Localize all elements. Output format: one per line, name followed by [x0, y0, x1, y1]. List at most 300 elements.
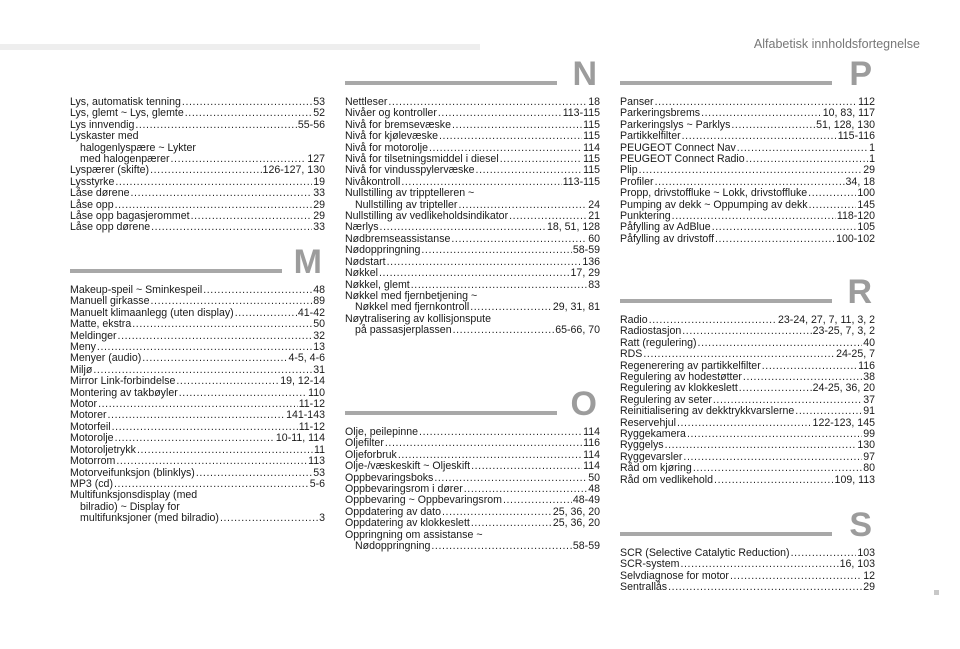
section-rule: [620, 532, 832, 536]
section-m: [70, 243, 325, 525]
section-header-r: [620, 273, 875, 311]
entry-term: Selvdiagnose for motor: [620, 569, 729, 582]
entry-term: Påfylling av AdBlue: [620, 221, 711, 234]
dot-leader: [220, 513, 318, 524]
entry-term: Plip: [620, 164, 638, 177]
entry-term: Reinitialisering av dekktrykkvarslerne: [620, 405, 795, 418]
dot-leader: [737, 143, 868, 154]
dot-leader: [142, 353, 287, 364]
dot-leader: [746, 154, 868, 165]
entries-l: [70, 97, 325, 234]
entry-pages: 58-59: [572, 244, 600, 257]
entry-pages: 114: [583, 141, 600, 154]
index-entry: [620, 406, 875, 417]
entry-pages: 115-116: [837, 130, 875, 143]
entry-pages: 1: [869, 153, 875, 166]
dot-leader: [762, 361, 857, 372]
entry-pages: 136: [582, 255, 600, 268]
entry-pages: 40: [863, 336, 875, 349]
entry-term: Panser: [620, 96, 654, 108]
index-entry: [345, 461, 600, 472]
entry-pages: 114: [583, 460, 600, 473]
entry-pages: 12: [863, 569, 875, 582]
entry-term: Meny: [70, 341, 96, 354]
index-entry: [620, 131, 875, 142]
entry-term: Nærlys: [345, 221, 379, 234]
entry-term: Oppdatering av klokkeslett: [345, 517, 470, 530]
section-rule: [620, 299, 832, 303]
entry-pages: 52: [313, 107, 325, 120]
entry-pages: 38: [863, 371, 875, 384]
index-entry-line: Nullstilling av tripptelleren ~: [345, 187, 475, 200]
entries-m: [70, 285, 325, 525]
entry-term: Råd om kjøring: [620, 462, 692, 475]
entry-term: Råd om vedlikehold: [620, 473, 714, 486]
index-entry: [70, 319, 325, 330]
section-n: [345, 55, 600, 337]
dot-leader: [439, 131, 582, 142]
dot-leader: [421, 245, 572, 256]
entry-pages: 13: [313, 341, 325, 354]
entry-term: Påfylling av drivstoff: [620, 232, 715, 245]
entry-term: RDS: [620, 348, 643, 361]
dot-leader: [185, 108, 312, 119]
entry-pages: 97: [863, 450, 875, 463]
entry-pages: 48-49: [572, 494, 600, 507]
entry-term: Radiostasjon: [620, 325, 682, 338]
entry-pages: 10-11, 114: [275, 432, 325, 445]
dot-leader: [693, 463, 862, 474]
entry-pages: 4-5, 4-6: [288, 352, 325, 365]
entry-pages: 116: [858, 359, 875, 372]
entry-term: på passasjerplassen: [355, 324, 452, 337]
dot-leader: [112, 422, 298, 433]
entry-term: med halogenpærer: [80, 153, 170, 166]
section-rule: [70, 269, 282, 273]
entry-term: Nødoppringning: [345, 244, 421, 257]
entry-pages: 25, 36, 20: [552, 505, 600, 518]
entry-pages: 32: [313, 329, 325, 342]
dot-leader: [191, 211, 313, 222]
index-entry: [70, 331, 325, 342]
entry-term: Makeup-speil ~ Sminkespeil: [70, 284, 203, 296]
entry-pages: 113-115: [562, 107, 600, 120]
entry-term: Parkeringslys ~ Parklys: [620, 118, 731, 131]
entry-pages: 29: [863, 581, 875, 594]
index-entry: [70, 433, 325, 444]
entry-term: Motoroljetrykk: [70, 443, 136, 456]
entry-term: Nivåer og kontroller: [345, 107, 437, 120]
dot-leader: [808, 188, 856, 199]
entry-term: Ratt (regulering): [620, 336, 697, 349]
dot-leader: [150, 165, 261, 176]
entry-term: Lys, automatisk tenning: [70, 96, 181, 108]
entry-term: Nivåkontroll: [345, 175, 401, 188]
index-entry: [620, 188, 875, 199]
entry-pages: 50: [588, 471, 600, 484]
dot-leader: [471, 461, 582, 472]
section-header-s: [620, 506, 875, 544]
dot-leader: [451, 234, 587, 245]
entry-pages: 110: [308, 386, 325, 399]
entry-pages: 51, 128, 130: [816, 118, 875, 131]
entry-pages: 34, 18: [845, 175, 875, 188]
dot-leader: [379, 268, 570, 279]
entry-term: Menyer (audio): [70, 352, 142, 365]
dot-leader: [730, 571, 862, 582]
entry-pages: 11: [314, 443, 325, 456]
entries-s: [620, 548, 875, 594]
entry-term: Motorolje: [70, 432, 114, 445]
index-entry: [70, 222, 325, 233]
dot-leader: [643, 349, 835, 360]
entry-pages: 65-66, 70: [555, 324, 600, 337]
entry-term: Regulering av hodestøtter: [620, 371, 742, 384]
entry-term: Reservehjul: [620, 416, 676, 429]
entry-term: Regulering av seter: [620, 393, 712, 406]
section-letter-m: M: [293, 243, 322, 281]
entry-pages: 37: [863, 393, 875, 406]
entry-pages: 18, 51, 128: [546, 221, 600, 234]
entry-term: Manuelt klimaanlegg (uten display): [70, 306, 234, 319]
entry-term: Lys, glemt ~ Lys, glemte: [70, 107, 184, 120]
entry-pages: 24-25, 36, 20: [812, 382, 875, 395]
entry-term: Nødstart: [345, 255, 386, 268]
entries-p: [620, 97, 875, 245]
section-header-n: [345, 55, 600, 93]
section-letter-p: P: [849, 55, 872, 93]
section-rule: [345, 411, 557, 415]
entry-pages: 114: [583, 426, 600, 438]
entry-pages: 58-59: [572, 540, 600, 553]
entry-pages: 18: [588, 96, 600, 108]
dot-leader: [683, 452, 862, 463]
index-entry-line: Oppringning om assistanse ~: [345, 528, 483, 541]
dot-leader: [130, 188, 312, 199]
index-entry: [70, 376, 325, 387]
dot-leader: [677, 418, 812, 429]
entry-pages: 5-6: [309, 477, 325, 490]
dot-leader: [453, 325, 555, 336]
entry-pages: 60: [588, 232, 600, 245]
dot-leader: [176, 376, 279, 387]
dot-leader: [179, 388, 307, 399]
entry-pages: 100-102: [836, 232, 875, 245]
section-r: [620, 273, 875, 486]
entries-n: [345, 97, 600, 337]
index-entry: [620, 165, 875, 176]
entry-term: Nøkkel: [345, 267, 378, 280]
entry-term: Nivå for tilsetningsmiddel i diesel: [345, 153, 499, 166]
entry-pages: 3: [319, 512, 325, 525]
entry-pages: 41-42: [297, 306, 325, 319]
entry-pages: 130: [857, 439, 875, 452]
dot-leader: [116, 456, 307, 467]
dot-leader: [151, 222, 312, 233]
entry-pages: 10, 83, 117: [822, 107, 875, 120]
entry-term: Oljeforbruk: [345, 448, 397, 461]
entry-term: Partikkelfilter: [620, 130, 681, 143]
entry-pages: 113: [308, 455, 325, 468]
dot-leader: [500, 154, 582, 165]
section-letter-o: O: [570, 385, 597, 423]
entry-term: PEUGEOT Connect Nav: [620, 141, 736, 154]
entry-pages: 145: [857, 198, 875, 211]
entry-term: Ryggevarsler: [620, 450, 683, 463]
index-entry: [70, 456, 325, 467]
index-entry: [345, 302, 600, 313]
section-rule: [620, 81, 832, 85]
dot-leader: [438, 108, 562, 119]
entry-pages: 53: [313, 466, 325, 479]
entry-pages: 31: [313, 363, 325, 376]
entry-pages: 16, 103: [839, 558, 875, 571]
section-s: [620, 506, 875, 594]
section-letter-r: R: [847, 273, 872, 311]
entry-term: Nødoppringning: [355, 540, 431, 553]
entry-pages: 89: [313, 295, 325, 308]
dot-leader: [470, 302, 552, 313]
index-entry-line: Multifunksjonsdisplay (med: [70, 489, 198, 502]
entry-term: Ryggekamera: [620, 428, 686, 441]
dot-leader: [132, 319, 312, 330]
dot-leader: [739, 383, 812, 394]
section-p: [620, 55, 875, 245]
entry-pages: 116: [583, 437, 600, 450]
entry-pages: 24-25, 7: [836, 348, 875, 361]
index-entry: [345, 131, 600, 142]
entry-pages: 1: [869, 141, 875, 154]
entry-term: Oppdatering av dato: [345, 505, 442, 518]
entry-term: Motor: [70, 398, 98, 411]
dot-leader: [135, 120, 297, 131]
entry-term: Radio: [620, 314, 648, 326]
index-entry: [70, 388, 325, 399]
dot-leader: [196, 468, 312, 479]
entry-pages: 53: [313, 96, 325, 108]
entry-term: Nullstilling av tripteller: [355, 198, 458, 211]
entry-term: SCR-system: [620, 558, 680, 571]
dot-leader: [115, 433, 275, 444]
dot-leader: [387, 257, 582, 268]
section-header-p: [620, 55, 875, 93]
entries-o: [345, 427, 600, 552]
index-entry: [345, 325, 600, 336]
entry-term: Nettleser: [345, 96, 388, 108]
entry-term: Nivå for kjølevæske: [345, 130, 439, 143]
entry-term: Manuell girkasse: [70, 295, 150, 308]
entry-term: Motorveifunksjon (blinklys): [70, 466, 195, 479]
entry-term: Oppbevaringsrom i dører: [345, 483, 463, 496]
entry-pages: 114: [583, 448, 600, 461]
dot-leader: [98, 399, 298, 410]
entry-pages: 33: [313, 221, 325, 234]
entry-term: Lyspærer (skifte): [70, 164, 150, 177]
entry-pages: 113-115: [562, 175, 600, 188]
entry-pages: 23-24, 27, 7, 11, 3, 2: [778, 314, 875, 326]
section-o: [345, 385, 600, 552]
entry-pages: 48: [313, 284, 325, 296]
index-entry: [620, 582, 875, 593]
index-entry: [620, 463, 875, 474]
dot-leader: [419, 427, 582, 438]
entry-pages: 127: [307, 153, 325, 166]
index-entry: [620, 349, 875, 360]
entry-term: Olje-/væskeskift ~ Oljeskift: [345, 460, 471, 473]
section-letter-n: N: [572, 55, 597, 93]
entry-pages: 109, 113: [834, 473, 875, 486]
section-header-o: [345, 385, 600, 423]
entry-term: Oppbevaringsboks: [345, 471, 434, 484]
entry-pages: 83: [588, 278, 600, 291]
entry-term: Meldinger: [70, 329, 117, 342]
dot-leader: [452, 120, 582, 131]
header-bar: [0, 44, 480, 50]
section-l: [70, 97, 325, 234]
entry-term: MP3 (cd): [70, 477, 113, 490]
index-entry-line: Nøytralisering av kollisjonspute: [345, 312, 492, 325]
entry-pages: 48: [588, 483, 600, 496]
entry-term: Propp, drivstoffluke ~ Lokk, drivstoffluke: [620, 187, 808, 200]
dot-leader: [108, 410, 286, 421]
entry-pages: 25, 36, 20: [552, 517, 600, 530]
entry-pages: 17, 29: [570, 267, 600, 280]
index-entry: [345, 245, 600, 256]
index-entry: [345, 541, 600, 552]
entry-pages: 19, 12-14: [280, 375, 325, 388]
entry-term: Låse opp: [70, 198, 114, 211]
entry-term: Matte, ekstra: [70, 318, 132, 331]
entry-term: Motorfeil: [70, 420, 111, 433]
index-entry-line: Nøkkel med fjernbetjening ~: [345, 289, 478, 302]
entry-pages: 118-120: [836, 210, 875, 223]
entry-term: Pumping av dekk ~ Oppumping av dekk: [620, 198, 808, 211]
entry-pages: 112: [858, 96, 875, 108]
entry-term: Motorrom: [70, 455, 116, 468]
entry-pages: 21: [588, 210, 600, 223]
entry-term: Parkeringsbrems: [620, 107, 701, 120]
entry-pages: 29, 31, 81: [552, 301, 600, 314]
dot-leader: [471, 518, 552, 529]
entry-term: Ryggelys: [620, 439, 664, 452]
entry-term: Nivå for bremsevæske: [345, 118, 451, 131]
section-rule: [345, 81, 557, 85]
entry-term: Profiler: [620, 175, 654, 188]
dot-leader: [203, 285, 312, 296]
entry-term: Oljefilter: [345, 437, 384, 450]
index-entry: [70, 353, 325, 364]
dot-leader: [687, 429, 862, 440]
index-entry: [345, 257, 600, 268]
entry-term: Nøkkel, glemt: [345, 278, 410, 291]
index-entry: [620, 154, 875, 165]
entry-pages: 11-12: [298, 420, 325, 433]
dot-leader: [639, 165, 863, 176]
entry-pages: 55-56: [297, 118, 325, 131]
entry-pages: 115: [583, 118, 600, 131]
entry-pages: 126-127, 130: [262, 164, 325, 177]
entry-pages: 122-123, 145: [812, 416, 875, 429]
entry-pages: 115: [583, 153, 600, 166]
index-entry: [620, 475, 875, 486]
dot-leader: [731, 120, 815, 131]
dot-leader: [712, 222, 857, 233]
dot-leader: [182, 97, 312, 108]
entry-pages: 99: [863, 428, 875, 441]
entry-pages: 91: [863, 405, 875, 418]
entry-pages: 100: [857, 187, 875, 200]
dot-leader: [137, 445, 313, 456]
entry-term: Nødbremseassistanse: [345, 232, 451, 245]
entry-pages: 105: [857, 221, 875, 234]
index-entry-line: bilradio) ~ Display for: [80, 500, 180, 513]
entry-term: Oppbevaring ~ Oppbevaringsrom: [345, 494, 502, 507]
entry-pages: 11-12: [298, 398, 325, 411]
entry-term: Lysstyrke: [70, 175, 115, 188]
entry-pages: 29: [313, 210, 325, 223]
entries-r: [620, 315, 875, 486]
entry-term: SCR (Selective Catalytic Reduction): [620, 547, 790, 559]
entry-pages: 33: [313, 187, 325, 200]
dot-leader: [714, 475, 834, 486]
entry-term: Regenerering av partikkelfilter: [620, 359, 761, 372]
page-title: Alfabetisk innholdsfortegnelse: [753, 37, 920, 51]
entry-pages: 115: [583, 164, 600, 177]
entry-term: Låse opp bagasjerommet: [70, 210, 190, 223]
section-letter-s: S: [849, 506, 872, 544]
entry-term: Lys innvendig: [70, 118, 135, 131]
entry-term: Montering av takbøyler: [70, 386, 178, 399]
dot-leader: [235, 308, 297, 319]
entry-pages: 50: [313, 318, 325, 331]
entry-pages: 19: [313, 175, 325, 188]
entry-pages: 141-143: [286, 409, 325, 422]
index-entry: [345, 518, 600, 529]
index-entry: [70, 513, 325, 524]
entry-term: Nivå for motorolje: [345, 141, 429, 154]
section-header-m: [70, 243, 325, 281]
index-entry: [620, 234, 875, 245]
dot-leader: [118, 331, 313, 342]
entry-term: Nøkkel med fjernkontroll: [355, 301, 470, 314]
entry-term: multifunksjoner (med bilradio): [80, 512, 219, 525]
entry-term: Låse opp dørene: [70, 221, 151, 234]
dot-leader: [715, 234, 835, 245]
index-entry: [70, 188, 325, 199]
entry-term: Låse dørene: [70, 187, 130, 200]
entry-pages: 80: [863, 462, 875, 475]
entry-term: Sentrallås: [620, 581, 668, 594]
dot-leader: [385, 438, 582, 449]
entry-pages: 24: [588, 198, 600, 211]
dot-leader: [668, 582, 862, 593]
index-entry-line: Lyskaster med: [70, 130, 139, 143]
entry-pages: 29: [313, 198, 325, 211]
dot-leader: [665, 440, 857, 451]
entry-term: Motorer: [70, 409, 107, 422]
index-entry: [345, 268, 600, 279]
dot-leader: [682, 131, 837, 142]
entry-term: PEUGEOT Connect Radio: [620, 153, 745, 166]
dot-leader: [682, 326, 811, 337]
entry-term: Olje, peilepinne: [345, 426, 419, 438]
entry-term: Miljø: [70, 363, 93, 376]
entry-pages: 103: [857, 547, 875, 559]
entry-term: Mirror Link-forbindelse: [70, 375, 176, 388]
entry-term: Nullstilling av vedlikeholdsindikator: [345, 210, 509, 223]
entry-term: Punktering: [620, 210, 671, 223]
dot-leader: [431, 541, 572, 552]
